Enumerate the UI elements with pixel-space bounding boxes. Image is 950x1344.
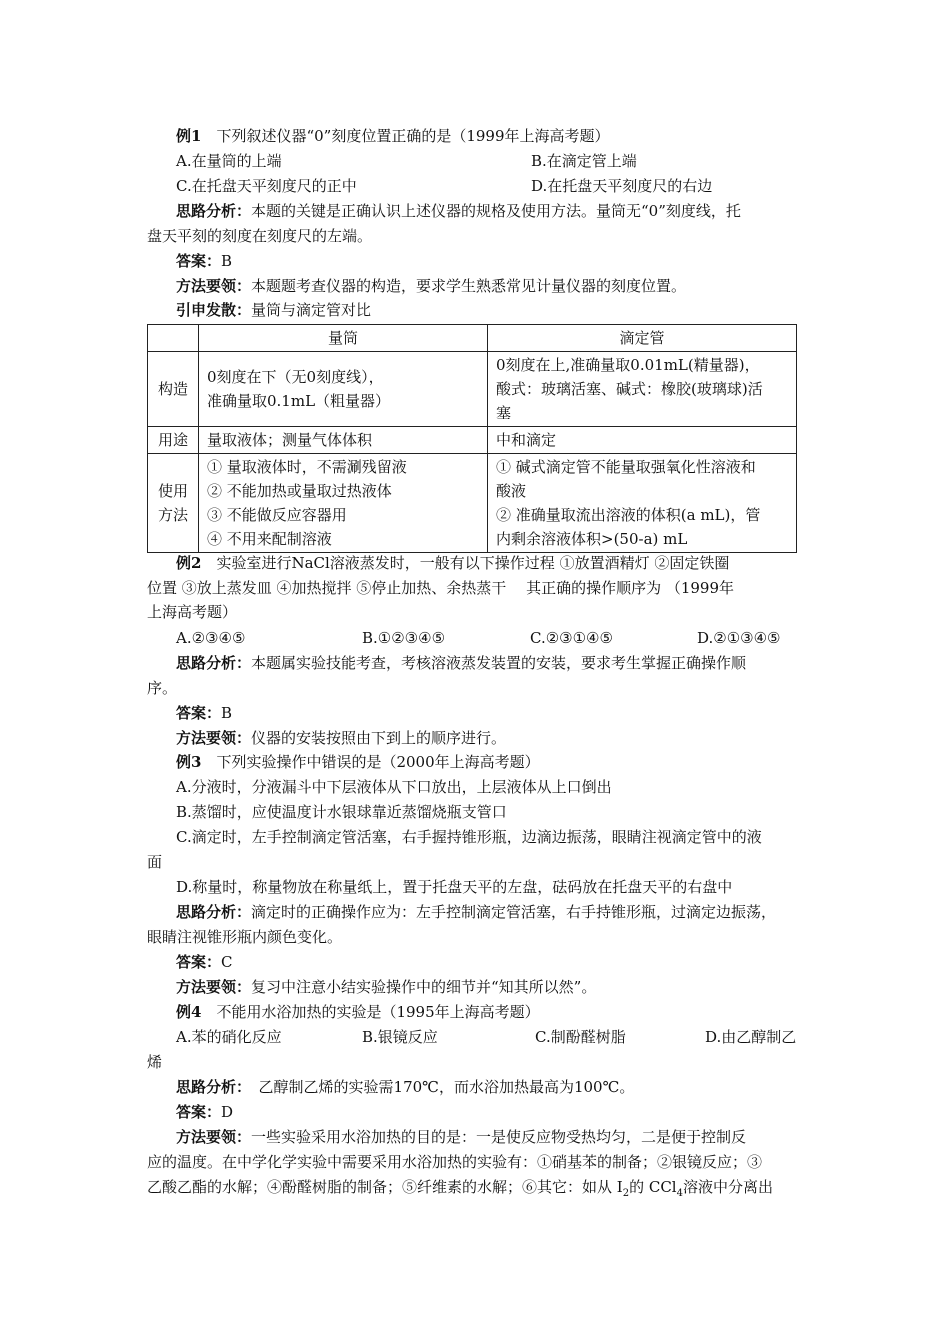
row-label-usage: 用途 xyxy=(148,427,199,454)
cell-structure-cylinder xyxy=(199,352,488,427)
ex4-method-text1: 一些实验采用水浴加热的目的是：一是使反应物受热均匀，二是便于控制反 xyxy=(251,1128,747,1146)
ex2-label: 例2 xyxy=(176,554,202,572)
ex4-analysis-label: 思路分析： xyxy=(176,1078,244,1096)
ex1-label: 例1 xyxy=(176,127,202,145)
ex4-question: 不能用水浴加热的实验是（1995年上海高考题） xyxy=(216,1003,540,1021)
ex1-analysis-line1 xyxy=(176,200,741,222)
ex4-method-line1 xyxy=(176,1126,746,1148)
ex1-question: 下列叙述仪器“0”刻度位置正确的是（1999年上海高考题） xyxy=(216,127,610,145)
ex3-analysis-label: 思路分析： xyxy=(176,903,252,921)
ex4-option-c: C.制酚醛树脂 xyxy=(535,1028,626,1046)
subscript: 2 xyxy=(622,1188,630,1199)
cell-line: ② 不能加热或量取过热液体 xyxy=(207,482,392,500)
ex4-option-d-wrap: 烯 xyxy=(147,1053,163,1071)
ex4-method-text3a: 乙酸乙酯的水解；④酚醛树脂的制备；⑤纤维素的水解；⑥其它：如从 I xyxy=(147,1178,623,1196)
cell-line: 0刻度在上,准确量取0.01mL(精量器)， xyxy=(496,356,760,374)
ex3-answer-label: 答案： xyxy=(176,953,222,971)
ex1-answer: B xyxy=(221,252,233,270)
cell-method-burette xyxy=(488,454,797,553)
ex1-option-b: B.在滴定管上端 xyxy=(531,152,637,170)
cell-line: ② 准确量取流出溶液的体积(a mL)，管 xyxy=(496,506,761,524)
ex1-answer-line xyxy=(176,250,232,272)
ex2-analysis-text1: 本题属实验技能考查，考核溶液蒸发装置的安装，要求考生掌握正确操作顺 xyxy=(251,654,747,672)
ex2-option-c: C.②③①④⑤ xyxy=(530,629,613,647)
ex3-analysis-line1 xyxy=(176,901,776,923)
ex2-option-b: B.①②③④⑤ xyxy=(362,629,446,647)
cell-line: 0刻度在下（无0刻度线）， xyxy=(207,368,384,386)
ex2-answer: B xyxy=(221,704,233,722)
ex3-label: 例3 xyxy=(176,753,202,771)
ex4-option-b: B.银镜反应 xyxy=(362,1028,438,1046)
ex4-option-d: D.由乙醇制乙 xyxy=(705,1028,797,1046)
row-label-line: 方法 xyxy=(157,506,188,524)
ex1-extend-line xyxy=(176,299,371,321)
table-row xyxy=(148,352,797,427)
ex1-extend-text: 量筒与滴定管对比 xyxy=(251,301,372,319)
ex4-method-line2: 应的温度。在中学化学实验中需要采用水浴加热的实验有：①硝基苯的制备；②银镜反应；③ xyxy=(147,1153,763,1171)
ex1-option-c: C.在托盘天平刻度尺的正中 xyxy=(176,177,357,195)
ex1-method-label: 方法要领： xyxy=(176,277,252,295)
ex3-answer: C xyxy=(221,953,233,971)
cell-structure-burette xyxy=(488,352,797,427)
cell-line: 酸液 xyxy=(496,482,527,500)
ex1-method-text: 本题题考查仪器的构造，要求学生熟悉常见计量仪器的刻度位置。 xyxy=(251,277,687,295)
ex1-analysis-text1: 本题的关键是正确认识上述仪器的规格及使用方法。量筒无“0”刻度线，托 xyxy=(251,202,741,220)
cell-method-cylinder xyxy=(199,454,488,553)
table-header-burette: 滴定管 xyxy=(488,325,797,352)
ex3-analysis-text1: 滴定时的正确操作应为：左手控制滴定管活塞，右手持锥形瓶，过滴定边振荡， xyxy=(251,903,777,921)
ex4-label: 例4 xyxy=(176,1003,202,1021)
table-row xyxy=(148,427,797,454)
ex1-extend-label: 引申发散： xyxy=(176,301,252,319)
table-header-graduated-cylinder: 量筒 xyxy=(199,325,488,352)
ex2-question-line1 xyxy=(176,552,729,574)
table-header-empty xyxy=(148,325,199,352)
ex3-question: 下列实验操作中错误的是（2000年上海高考题） xyxy=(216,753,540,771)
ex2-option-a: A.②③④⑤ xyxy=(176,629,246,647)
ex2-option-d: D.②①③④⑤ xyxy=(697,629,781,647)
cell-line: ③ 不能做反应容器用 xyxy=(207,506,347,524)
ex3-option-c-line1: C.滴定时，左手控制滴定管活塞，右手握持锥形瓶，边滴边振荡，眼睛注视滴定管中的液 xyxy=(176,828,762,846)
ex2-question-line3: 上海高考题） xyxy=(147,603,238,621)
ex4-method-line3 xyxy=(147,1176,773,1205)
ex1-option-a: A.在量筒的上端 xyxy=(176,152,282,170)
ex4-answer-line xyxy=(176,1101,233,1123)
ex2-method-line xyxy=(176,727,506,749)
ex4-answer: D xyxy=(221,1103,234,1121)
cell-line: 酸式：玻璃活塞、碱式：橡胶(玻璃球)活 xyxy=(496,380,763,398)
ex3-answer-line xyxy=(176,951,233,973)
cell-line: ① 碱式滴定管不能量取强氧化性溶液和 xyxy=(496,458,756,476)
ex2-answer-line xyxy=(176,702,232,724)
table-header-row xyxy=(148,325,797,352)
ex3-question-line xyxy=(176,751,540,773)
ex2-answer-label: 答案： xyxy=(176,704,222,722)
ex1-answer-label: 答案： xyxy=(176,252,222,270)
ex3-method-line xyxy=(176,976,596,998)
ex1-question-line xyxy=(176,125,610,147)
row-label-method xyxy=(148,454,199,553)
cell-line: ① 量取液体时，不需涮残留液 xyxy=(207,458,407,476)
row-label-structure: 构造 xyxy=(148,352,199,427)
ex2-analysis-label: 思路分析： xyxy=(176,654,252,672)
ex4-method-text3c: 溶液中分离出 xyxy=(682,1178,773,1196)
cell-usage-burette: 中和滴定 xyxy=(488,427,797,454)
ex4-analysis-text: 乙醇制乙烯的实验需170℃，而水浴加热最高为100℃。 xyxy=(258,1078,635,1096)
ex3-option-b: B.蒸馏时，应使温度计水银球靠近蒸馏烧瓶支管口 xyxy=(176,803,507,821)
ex2-method-label: 方法要领： xyxy=(176,729,252,747)
ex2-question-text1: 实验室进行NaCl溶液蒸发时，一般有以下操作过程 ①放置酒精灯 ②固定铁圈 xyxy=(216,554,730,572)
ex2-method-text: 仪器的安装按照由下到上的顺序进行。 xyxy=(251,729,507,747)
ex4-answer-label: 答案： xyxy=(176,1103,222,1121)
cell-line: ④ 不用来配制溶液 xyxy=(207,530,332,548)
ex4-question-line xyxy=(176,1001,540,1023)
comparison-table xyxy=(147,324,797,553)
ex4-analysis-line xyxy=(176,1076,634,1098)
ex1-method-line xyxy=(176,275,686,297)
ex4-method-label: 方法要领： xyxy=(176,1128,252,1146)
cell-usage-cylinder: 量取液体；测量气体体积 xyxy=(199,427,488,454)
ex2-analysis-line2: 序。 xyxy=(147,679,178,697)
ex3-option-d: D.称量时，称量物放在称量纸上，置于托盘天平的左盘，砝码放在托盘天平的右盘中 xyxy=(176,878,733,896)
subscript: 4 xyxy=(676,1188,683,1199)
ex2-analysis-line1 xyxy=(176,652,746,674)
table-row xyxy=(148,454,797,553)
ex1-analysis-line2: 盘天平刻的刻度在刻度尺的左端。 xyxy=(147,227,373,245)
ex3-method-text: 复习中注意小结实验操作中的细节并“知其所以然”。 xyxy=(251,978,597,996)
ex2-question-line2: 位置 ③放上蒸发皿 ④加热搅拌 ⑤停止加热、余热蒸干 其正确的操作顺序为 （1999年 xyxy=(147,579,735,597)
ex3-analysis-line2: 眼睛注视锥形瓶内颜色变化。 xyxy=(147,928,343,946)
cell-line: 塞 xyxy=(496,404,512,422)
ex3-method-label: 方法要领： xyxy=(176,978,252,996)
ex1-option-d: D.在托盘天平刻度尺的右边 xyxy=(531,177,713,195)
ex4-option-a: A.苯的硝化反应 xyxy=(176,1028,282,1046)
ex3-option-c-line2: 面 xyxy=(147,853,163,871)
cell-line: 准确量取0.1mL（粗量器） xyxy=(207,392,391,410)
row-label-line: 使用 xyxy=(157,482,188,500)
cell-line: 内剩余溶液体积>(50-a) mL xyxy=(496,530,688,548)
ex3-option-a: A.分液时，分液漏斗中下层液体从下口放出，上层液体从上口倒出 xyxy=(176,778,612,796)
ex4-method-text3b: 的 CCl xyxy=(629,1178,677,1196)
ex1-analysis-label: 思路分析： xyxy=(176,202,252,220)
